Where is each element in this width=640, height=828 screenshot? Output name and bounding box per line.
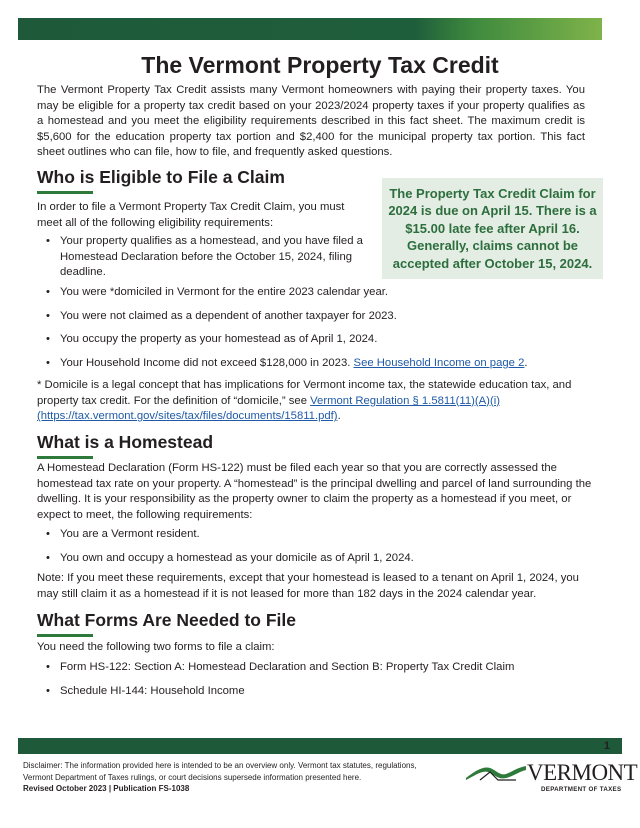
eligible-lead: In order to file a Vermont Property Tax Credit Claim, you must meet all of the following eligibility requirements: <box>37 201 345 229</box>
list-item-income: • Your Household Income did not exceed $128,000 in 2023. See Household Income on page 2. <box>37 356 597 372</box>
domicile-footnote: * Domicile is a legal concept that has implications for Vermont income tax, the statewide education tax, and property tax credit. For the definition of “domicile,” see Vermont Regulation § 1.5811(11)(A)(i) (https://tax.vermont.gov/sites/tax/files/documents/15811.pdf). <box>37 379 572 423</box>
household-income-link[interactable]: See Household Income on page 2 <box>353 356 525 369</box>
homestead-note: Note: If you meet these requirements, except that your homestead is leased to a tenant on April 1, 2024, you may still claim it as a homestead if it is not leased for more than 182 days in the 2024 calendar year. <box>37 572 579 600</box>
list-item: • You were not claimed as a dependent of another taxpayer for 2023. <box>37 309 597 325</box>
callout-text: The Property Tax Credit Claim for 2024 is due on April 15. There is a $15.00 late fee after April 16. Generally, claims cannot be accepted after October 15, 2024. <box>388 185 597 271</box>
list-item: • You are a Vermont resident. <box>37 527 597 543</box>
eligibility-list-cont <box>37 285 597 371</box>
list-item: • Your property qualifies as a homestead, and you have filed a Homestead Declaration before the October 15, 2024, filing deadline. <box>37 234 377 281</box>
footnote-text: * Domicile is a legal concept that has implications for Vermont income tax, the statewide education tax, and property tax credit. For the definition of “domicile,” see <box>37 379 572 407</box>
list-item: • Schedule HI-144: Household Income <box>37 684 597 700</box>
disclaimer <box>23 760 443 795</box>
list-item: • You occupy the property as your homestead as of April 1, 2024. <box>37 332 597 348</box>
list-item: • You were *domiciled in Vermont for the entire 2023 calendar year. <box>37 285 597 301</box>
homestead-list <box>37 527 597 566</box>
forms-list <box>37 660 597 699</box>
logo-wordmark: VERMONT <box>527 760 638 785</box>
heading-underline <box>37 191 93 194</box>
regulation-link[interactable]: Vermont Regulation § 1.5811(11)(A)(i) (https://tax.vermont.gov/sites/tax/files/documents/15811.pdf) <box>37 394 500 423</box>
income-text: Your Household Income did not exceed $128,000 in 2023. <box>60 356 351 369</box>
section-heading-forms: What Forms Are Needed to File <box>37 610 296 630</box>
heading-underline <box>37 634 93 637</box>
logo-subtitle: DEPARTMENT OF TAXES <box>541 786 622 793</box>
heading-underline <box>37 456 93 459</box>
revision-info: Revised October 2023 | Publication FS-1038 <box>23 784 190 793</box>
list-item: • Form HS-122: Section A: Homestead Declaration and Section B: Property Tax Credit Claim <box>37 660 597 676</box>
page-number: 1 <box>603 740 610 752</box>
list-item: • You own and occupy a homestead as your domicile as of April 1, 2024. <box>37 551 597 567</box>
intro-paragraph: The Vermont Property Tax Credit assists many Vermont homeowners with paying their property taxes. You may be eligible for a property tax credit based on your 2023/2024 property taxes if your property qualifies as a homestead and you meet the eligibility requirements described in this fact sheet. The maximum credit is $5,600 for the education property tax portion and $2,400 for the municipal property tax portion. This fact sheet outlines who can file, how to file, and frequently asked questions. <box>37 84 585 159</box>
disclaimer-text: Disclaimer: The information provided here is intended to be an overview only. Vermont tax statutes, regulations, Vermont Department of Taxes rulings, or court decisions supersede information presented here. <box>23 761 417 782</box>
homestead-body: A Homestead Declaration (Form HS-122) must be filed each year so that you are correctly assessed the homestead tax rate on your property. A “homestead” is the principal dwelling and parcel of land surrounding the dwelling. It is your responsibility as the property owner to claim the property as a homestead if you meet, or expect to meet, the following requirements: <box>37 462 592 521</box>
eligibility-list <box>37 234 377 281</box>
header-bar <box>18 18 602 40</box>
page-title: The Vermont Property Tax Credit <box>141 52 499 78</box>
section-heading-homestead: What is a Homestead <box>37 432 214 452</box>
deadline-callout <box>382 178 603 279</box>
section-heading-eligible: Who is Eligible to File a Claim <box>37 167 285 187</box>
footer-bar <box>18 738 622 754</box>
forms-lead: You need the following two forms to file a claim: <box>37 641 275 653</box>
